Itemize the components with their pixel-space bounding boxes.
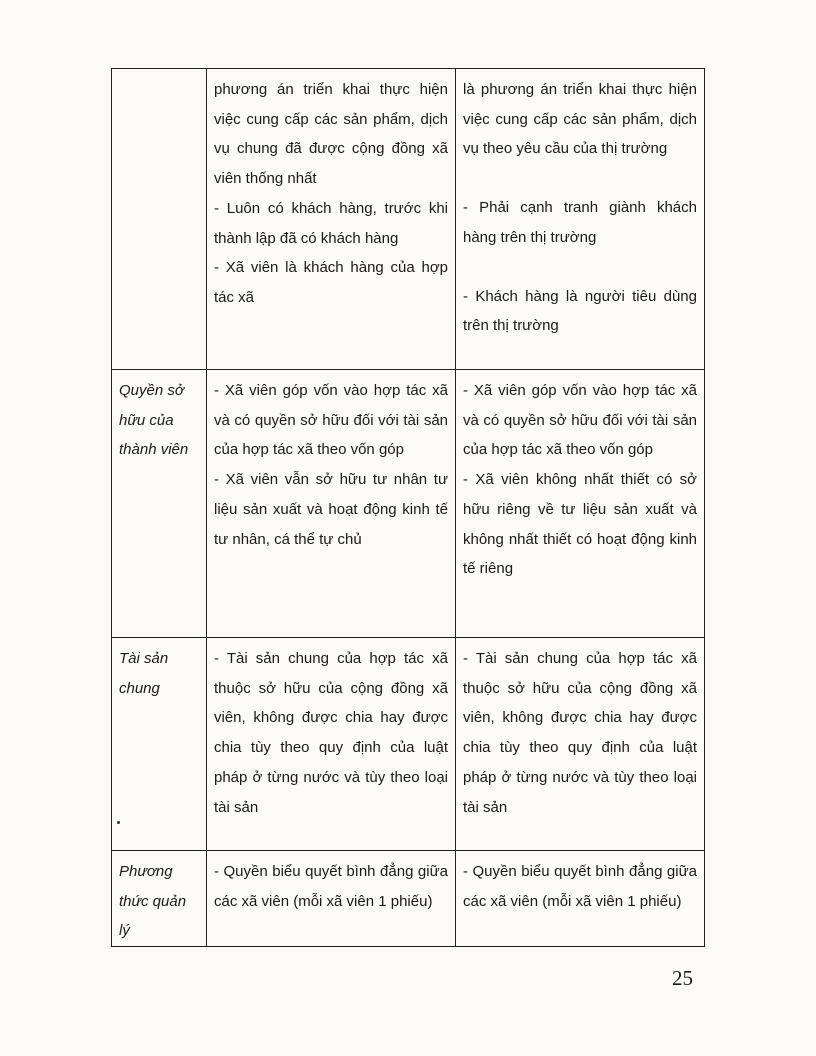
cooperative-cell	[207, 638, 456, 851]
cell-paragraph: - Quyền biểu quyết bình đẳng giữa các xã viên (mỗi xã viên 1 phiếu)	[463, 863, 697, 910]
table-row	[112, 851, 705, 947]
comparison-table	[111, 68, 705, 947]
cell-paragraph: - Xã viên là khách hàng của hợp tác xã	[214, 259, 448, 306]
comparison-cell	[456, 370, 705, 638]
cell-paragraph: - Phải cạnh tranh giành khách hàng trên thị trường	[463, 199, 697, 246]
cell-paragraph: - Xã viên góp vốn vào hợp tác xã và có quyền sở hữu đối với tài sản của hợp tác xã theo vốn góp	[214, 382, 448, 459]
page-number: 25	[672, 966, 693, 990]
stray-mark	[117, 821, 120, 824]
cell-paragraph: - Xã viên không nhất thiết có sở hữu riêng về tư liệu sản xuất và không nhất thiết có hoạt động kinh tế riêng	[463, 471, 697, 578]
cooperative-cell	[207, 851, 456, 947]
cell-paragraph: - Luôn có khách hàng, trước khi thành lập đã có khách hàng	[214, 199, 448, 247]
cell-paragraph: - Tài sản chung của hợp tác xã thuộc sở hữu của cộng đồng xã viên, không được chia hay được chia tùy theo quy định của luật pháp ở từng nước và tùy theo loại tài sản	[214, 650, 448, 816]
cell-paragraph: - Xã viên vẫn sở hữu tư nhân tư liệu sản xuất và hoạt động kinh tế tư nhân, cá thể tự chủ	[214, 471, 448, 548]
criterion-cell: Quyền sở hữu của thành viên	[112, 370, 207, 638]
table-row	[112, 370, 705, 638]
cooperative-cell	[207, 370, 456, 638]
comparison-cell	[456, 851, 705, 947]
table-row	[112, 638, 705, 851]
cell-paragraph: là phương án triển khai thực hiện việc cung cấp các sản phẩm, dịch vụ theo yêu cầu của thị trường	[463, 81, 697, 158]
cell-paragraph: - Quyền biểu quyết bình đẳng giữa các xã viên (mỗi xã viên 1 phiếu)	[214, 863, 448, 910]
table-row	[112, 69, 705, 370]
comparison-cell	[456, 638, 705, 851]
cell-paragraph: - Xã viên góp vốn vào hợp tác xã và có quyền sở hữu đối với tài sản của hợp tác xã theo vốn góp	[463, 382, 697, 459]
cooperative-cell	[207, 69, 456, 370]
cell-paragraph: - Tài sản chung của hợp tác xã thuộc sở hữu của cộng đồng xã viên, không được chia hay được chia tùy theo quy định của luật pháp ở từng nước và tùy theo loại tài sản	[463, 650, 697, 816]
criterion-cell	[112, 69, 207, 370]
cell-paragraph: phương án triển khai thực hiện việc cung cấp các sản phẩm, dịch vụ chung đã được cộng đồng xã viên thống nhất	[214, 81, 448, 188]
criterion-cell: Tài sản chung	[112, 638, 207, 851]
cell-paragraph: - Khách hàng là người tiêu dùng trên thị trường	[463, 287, 697, 335]
comparison-cell	[456, 69, 705, 370]
criterion-cell: Phương thức quản lý	[112, 851, 207, 947]
